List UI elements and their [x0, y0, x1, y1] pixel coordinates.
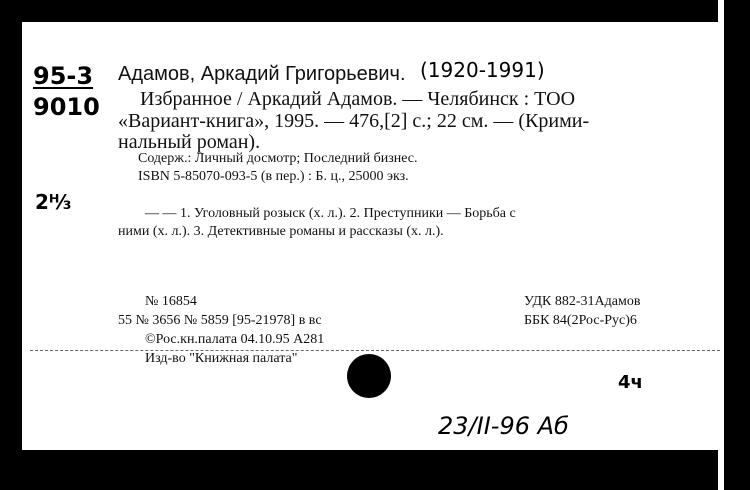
series-line: нальный роман). — [118, 131, 261, 153]
publisher-line: «Вариант-книга», 1995. — 476,[2] с.; 22 см. — (Крими- — [118, 110, 590, 132]
author-heading: Адамов, Аркадий Григорьевич. — [118, 63, 406, 85]
record-line: 55 № 3656 № 5859 [95-21978] в вс — [118, 313, 322, 328]
shelf-code-1: 95-3 — [33, 62, 94, 90]
udk-code: УДК 882-31Адамов — [524, 294, 641, 309]
isbn-line: ISBN 5-85070-093-5 (в пер.) : Б. ц., 25000 экз. — [138, 169, 409, 184]
subjects-line-2: ними (х. л.). 3. Детективные романы и рассказы (х. л.). — [118, 224, 444, 239]
corner-mark: 4ч — [618, 372, 643, 393]
title-line: Избранное / Аркадий Адамов. — Челябинск : ТОО — [140, 88, 576, 110]
side-mark: 2ᴴ⁄₃ — [35, 190, 72, 214]
card-edge — [718, 0, 724, 490]
shelf-code-2: 9010 — [33, 93, 100, 121]
author-dates: (1920-1991) — [420, 58, 545, 82]
publisher-imprint: Изд-во "Книжная палата" — [145, 351, 298, 366]
subjects-line-1: — — 1. Уголовный розыск (х. л.). 2. Преступники — Борьба с — [145, 206, 516, 221]
divider-line — [30, 350, 720, 351]
punch-hole — [347, 354, 391, 398]
bbk-code: ББК 84(2Рос-Рус)6 — [524, 313, 637, 328]
contents-note: Содерж.: Личный досмотр; Последний бизнес. — [138, 151, 418, 166]
chamber-line: ©Рос.кн.палата 04.10.95 А281 — [145, 332, 325, 347]
card-number: № 16854 — [145, 294, 197, 309]
receipt-date: 23/II-96 Aб — [438, 412, 569, 440]
